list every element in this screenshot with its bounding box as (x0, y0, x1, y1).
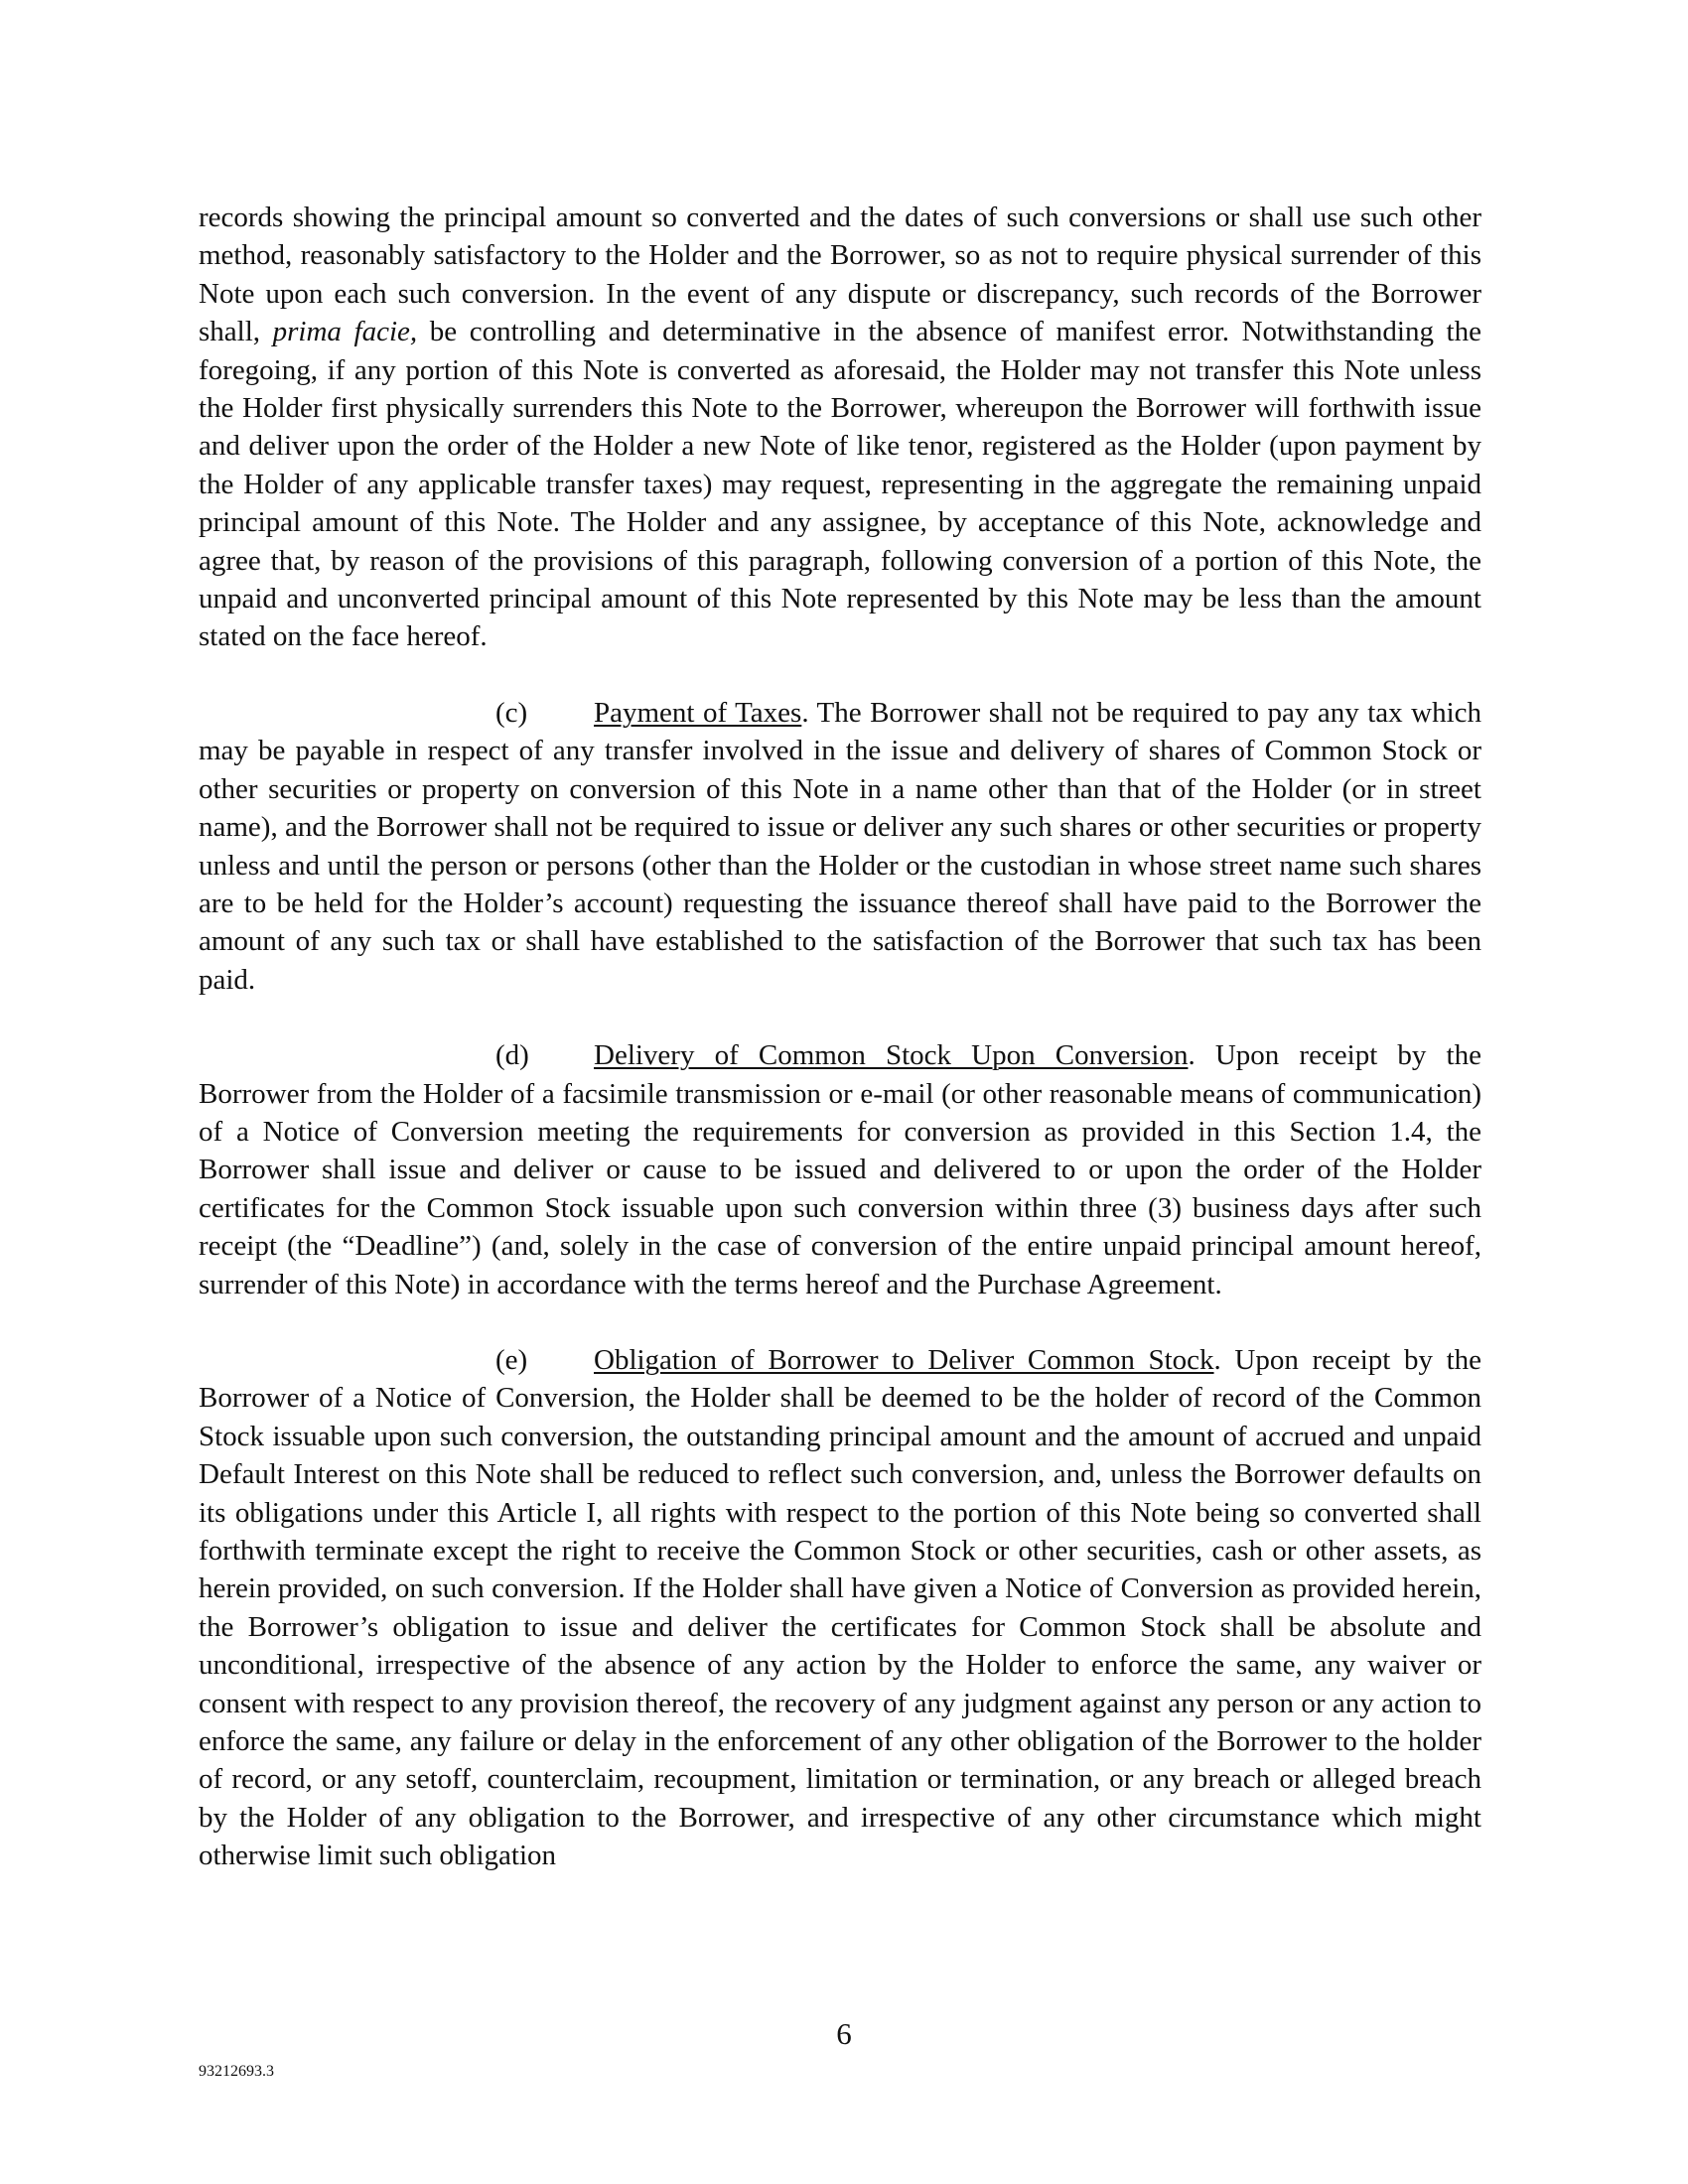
subsection-e (199, 1341, 1481, 1875)
subsection-text: . The Borrower shall not be required to pay any tax which may be payable in respect of any transfer involved in the issue and delivery of shares of Common Stock or other securities or property on conversion of this Note in a name other than that of the Holder (or in street name), and the Borrower shall not be required to issue or deliver any such shares or other securities or property unless and until the person or persons (other than the Holder or the custodian in whose street name such shares are to be held for the Holder’s account) requesting the issuance thereof shall have paid to the Borrower the amount of any such tax or shall have established to the satisfaction of the Borrower that such tax has been paid. (199, 696, 1481, 996)
subsection-label: (e) (495, 1343, 528, 1376)
subsection-c (199, 694, 1481, 999)
paragraph-text: be controlling and determinative in the absence of manifest error. Notwithstanding the foregoing, if any portion of this Note is converted as aforesaid, the Holder may not transfer this Note unless the Holder first physically surrenders this Note to the Borrower, whereupon the Borrower will forthwith issue and deliver upon the order of the Holder a new Note of like tenor, registered as the Holder (upon payment by the Holder of any applicable transfer taxes) may request, representing in the aggregate the remaining unpaid principal amount of this Note. The Holder and any assignee, by acceptance of this Note, acknowledge and agree that, by reason of the provisions of this paragraph, following conversion of a portion of this Note, the unpaid and unconverted principal amount of this Note represented by this Note may be less than the amount stated on the face hereof. (199, 316, 1481, 653)
paragraph-text: records showing the principal amount so converted and the dates of such conversions or shall use such other method, reasonably satisfactory to the Holder and the Borrower, so as not to require physical surrender of this Note upon each such conversion. In the event of any dispute or discrepancy, such records of the Borrower shall, (199, 202, 1481, 348)
document-id: 93212693.3 (199, 2063, 274, 2080)
subsection-heading: Payment of Taxes (594, 696, 802, 729)
subsection-text: . Upon receipt by the Borrower of a Notice of Conversion, the Holder shall be deemed to be the holder of record of the Common Stock issuable upon such conversion, the outstanding principal amount and the amount of accrued and unpaid Default Interest on this Note shall be reduced to reflect such conversion, and, unless the Borrower defaults on its obligations under this Article I, all rights with respect to the portion of this Note being so converted shall forthwith terminate except the right to receive the Common Stock or other securities, cash or other assets, as herein provided, on such conversion. If the Holder shall have given a Notice of Conversion as provided herein, the Borrower’s obligation to issue and deliver the certificates for Common Stock shall be absolute and unconditional, irrespective of the absence of any action by the Holder to enforce the same, any waiver or consent with respect to any provision thereof, the recovery of any judgment against any person or any action to enforce the same, any failure or delay in the enforcement of any other obligation of the Borrower to the holder of record, or any setoff, counterclaim, recoupment, limitation or termination, or any breach or alleged breach by the Holder of any obligation to the Borrower, and irrespective of any other circumstance which might otherwise limit such obligation (199, 1343, 1482, 1872)
subsection-text: . Upon receipt by the Borrower from the Holder of a facsimile transmission or e-mail (or other reasonable means of communication) of a Notice of Conversion meeting the requirements for conversion as provided in this Section 1.4, the Borrower shall issue and deliver or cause to be issued and delivered to or upon the order of the Holder certificates for the Common Stock issuable upon such conversion within three (3) business days after such receipt (the “Deadline”) (and, solely in the case of conversion of the entire unpaid principal amount hereof, surrender of this Note) in accordance with the terms hereof and the Purchase Agreement. (199, 1039, 1481, 1300)
document-body (199, 199, 1481, 1875)
page-number: 6 (836, 2016, 852, 2051)
subsection-label: (d) (495, 1039, 529, 1072)
paragraph-continuation (199, 199, 1481, 656)
subsection-label: (c) (495, 696, 528, 729)
italic-term: prima facie, (272, 316, 418, 348)
subsection-heading: Delivery of Common Stock Upon Conversion (594, 1039, 1189, 1072)
subsection-heading: Obligation of Borrower to Deliver Common Stock (594, 1343, 1214, 1376)
subsection-d (199, 1036, 1481, 1303)
